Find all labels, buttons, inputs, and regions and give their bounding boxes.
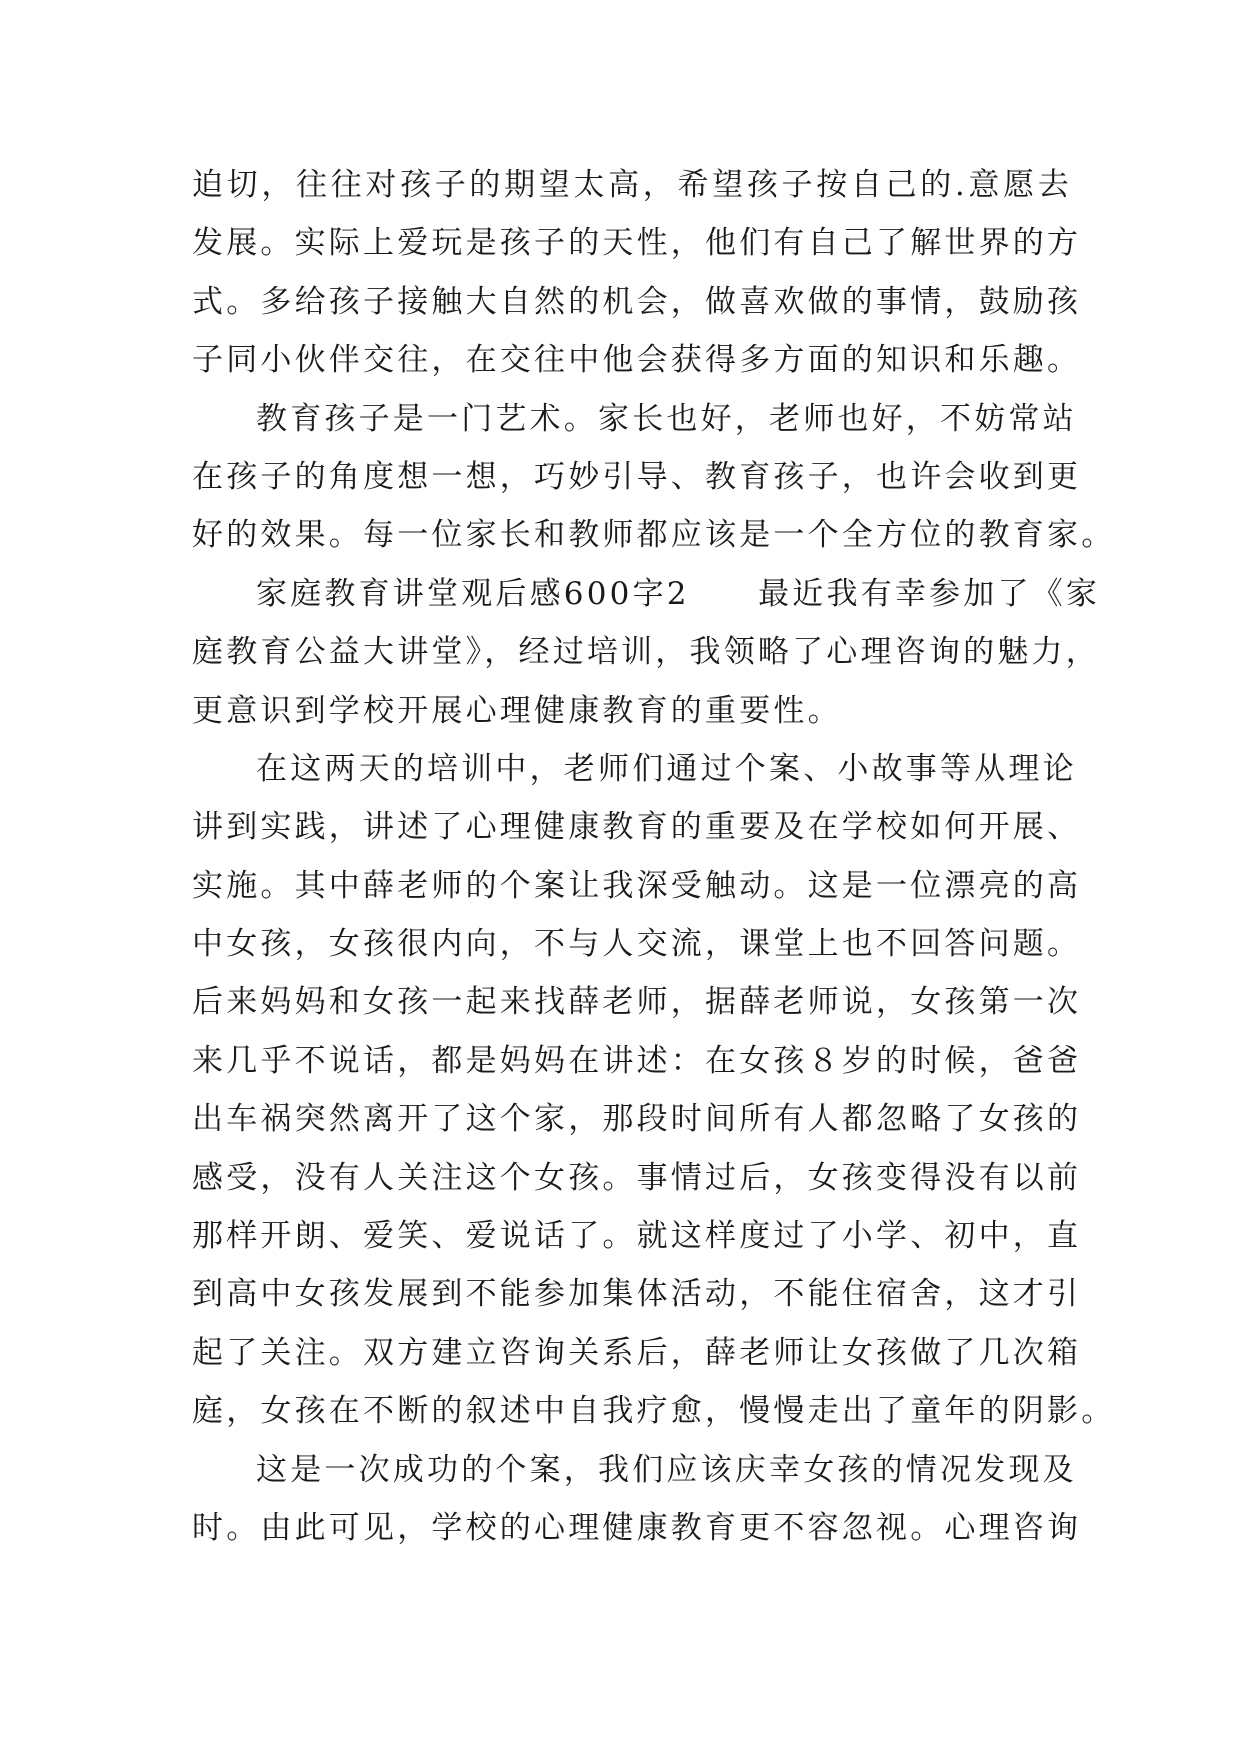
text-line: 来几乎不说话，都是妈妈在讲述：在女孩８岁的时候，爸爸 xyxy=(192,1042,1082,1079)
text-line: 到高中女孩发展到不能参加集体活动，不能住宿舍，这才引 xyxy=(192,1276,1082,1313)
paragraph xyxy=(192,565,1101,740)
text-line: 出车祸突然离开了这个家，那段时间所有人都忽略了女孩的 xyxy=(192,1101,1082,1138)
paragraph xyxy=(192,740,1116,1441)
text-line: 更意识到学校开展心理健康教育的重要性。 xyxy=(192,692,842,729)
text-line: 庭，女孩在不断的叙述中自我疗愈，慢慢走出了童年的阴影。 xyxy=(192,1393,1116,1430)
body-text xyxy=(192,156,1116,1557)
text-line: 时。由此可见，学校的心理健康教育更不容忽视。心理咨询 xyxy=(192,1509,1082,1546)
text-line: 发展。实际上爱玩是孩子的天性，他们有自己了解世界的方 xyxy=(192,225,1082,262)
text-line: 家庭教育讲堂观后感600字2 最近我有幸参加了《家 xyxy=(256,575,1101,612)
text-line: 中女孩，女孩很内向，不与人交流，课堂上也不回答问题。 xyxy=(192,926,1082,963)
text-line: 子同小伙伴交往，在交往中他会获得多方面的知识和乐趣。 xyxy=(192,342,1082,379)
text-line: 感受，没有人关注这个女孩。事情过后，女孩变得没有以前 xyxy=(192,1159,1082,1196)
text-line: 在这两天的培训中，老师们通过个案、小故事等从理论 xyxy=(256,750,1077,787)
text-line: 实施。其中薛老师的个案让我深受触动。这是一位漂亮的高 xyxy=(192,867,1082,904)
text-line: 这是一次成功的个案，我们应该庆幸女孩的情况发现及 xyxy=(256,1451,1077,1488)
paragraph xyxy=(192,156,1082,390)
text-line: 教育孩子是一门艺术。家长也好，老师也好，不妨常站 xyxy=(256,400,1077,437)
text-line: 好的效果。每一位家长和教师都应该是一个全方位的教育家。 xyxy=(192,517,1116,554)
text-line: 讲到实践，讲述了心理健康教育的重要及在学校如何开展、 xyxy=(192,809,1082,846)
text-line: 迫切，往往对孩子的期望太高，希望孩子按自己的.意愿去 xyxy=(192,167,1072,203)
text-line: 式。多给孩子接触大自然的机会，做喜欢做的事情，鼓励孩 xyxy=(192,283,1082,320)
text-line: 庭教育公益大讲堂》，经过培训，我领略了心理咨询的魅力， xyxy=(192,634,1100,671)
paragraph xyxy=(192,1441,1082,1558)
paragraph xyxy=(192,390,1116,565)
text-line: 那样开朗、爱笑、爱说话了。就这样度过了小学、初中，直 xyxy=(192,1218,1082,1255)
text-line: 在孩子的角度想一想，巧妙引导、教育孩子，也许会收到更 xyxy=(192,458,1082,495)
text-line: 后来妈妈和女孩一起来找薛老师，据薛老师说，女孩第一次 xyxy=(192,984,1082,1021)
text-line: 起了关注。双方建立咨询关系后，薛老师让女孩做了几次箱 xyxy=(192,1334,1082,1371)
